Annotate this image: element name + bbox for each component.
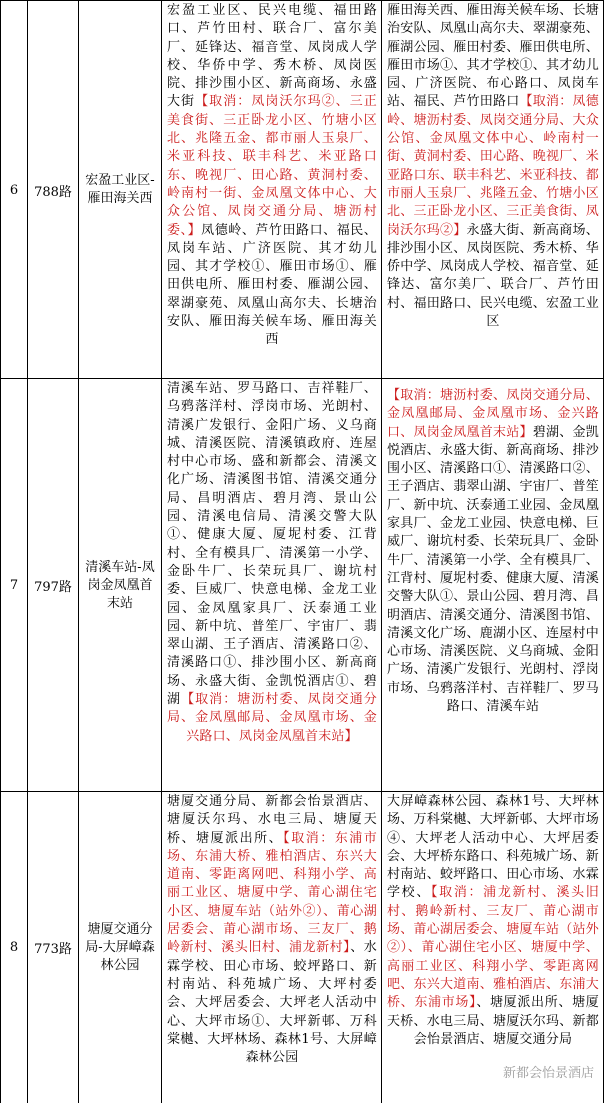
route-name-cell: [78, 792, 161, 1103]
stops-after: 凤德岭、芦竹田路口、福民、凤岗车站、广济医院、其才幼儿园、其才学校①、雁田市场①、雁田供电所、雁田村委、雁湖公园、翠湖豪苑、凤凰山高尔夫、长塘治安队、雁田海关候车场、雁田海关西: [167, 222, 377, 348]
route-name-cell: [78, 379, 161, 792]
row-number-cell: [0, 1, 27, 379]
down-direction-cell: [381, 1, 604, 379]
row-number-cell: [0, 379, 27, 792]
cancelled-stops: 【取消：塘沥村委、凤岗交通分局、金凤凰邮局、金凤凰市场、金兴路口、凤岗金凤凰首末站】: [387, 388, 599, 440]
stops-before: 宏盈工业区、民兴电缆、福田路口、芦竹田村、联合厂、富尔美厂、延锋达、福音堂、凤岗成人学校、华侨中学、秀木桥、凤岗医院、排沙围小区、新高商场、永盛大街: [167, 3, 377, 110]
route-number-cell: [27, 1, 78, 379]
cancelled-stops: 【取消：凤德岭、塘沥村委、凤岗交通分局、大众公馆、金凤凰文体中心、岭南村一街、黄洞村委、田心路、晚视厂、米亚路口东、联丰科艺、米亚科技、都市丽人玉泉厂、兆隆五金、竹塘小区北、三正卧龙小区、三正美食街、凤岗沃尔玛②】: [387, 94, 599, 238]
up-direction-cell: [161, 379, 381, 792]
stops-after: 碧湖、金凯悦酒店、永盛大街、新高商场、排沙围小区、清溪路口①、清溪路口②、王子酒店、翡翠山湖、宇宙厂、普笙厂、新中坑、沃泰通工业园、金凤凰家具厂、金龙工业园、快意电梯、巨威厂、谢坑村委、长荣玩具厂、金卧牛厂、清溪第一小学、全有模具厂、江背村、厦坭村委、健康大厦、清溪交警大队①、景山公园、碧月湾、昌明酒店、清溪交通分、清溪图书馆、清溪文化广场、鹿湖小区、连屋村中心市场、清溪医院、义乌商城、金阳广场、清溪广发银行、光朗村、浮岗市场、乌鸦落洋村、吉祥鞋厂、罗马路口、清溪车站: [387, 424, 599, 715]
stops-after: 、水霖学校、田心市场、蛟坪路口、新村南站、科苑城广场、大坪村委会、大坪居委会、大坪老人活动中心、大坪市场①、大坪新邨、万科棠樾、大坪林场、森林1号、大屏嶂森林公园: [167, 940, 377, 1066]
down-stop-list: [382, 1, 603, 331]
stops-before: 雁田海关西、雁田海关候车场、长塘治安队、凤凰山高尔夫、翠湖豪苑、雁湖公园、雁田村委、雁田供电所、雁田市场①、其才学校①、其才幼儿园、广济医院、布心路口、凤岗车站、福民、芦竹田路口: [387, 3, 599, 110]
stops-before: 清溪车站、罗马路口、吉祥鞋厂、乌鸦落洋村、浮岗市场、光朗村、清溪广发银行、金阳广场、义乌商城、清溪医院、清溪镇政府、连屋村中心市场、盛和新都会、清溪文化广场、清溪图书馆、清溪交通分局、昌明酒店、碧月湾、景山公园、清溪电信局、清溪交警大队①、健康大厦、厦坭村委、江背村、全有模具厂、清溪第一小学、金卧牛厂、长荣玩具厂、谢坑村委、巨威厂、快意电梯、金龙工业园、金凤凰家具厂、沃泰通工业园、新中坑、普笙厂、宇宙厂、翡翠山湖、王子酒店、清溪路口②、清溪路口①、排沙围小区、新高商场、永盛大街、金凯悦酒店①、碧湖: [167, 381, 377, 708]
route-number: 797路: [34, 580, 72, 595]
up-stop-list: [162, 1, 381, 350]
cancelled-stops: 【取消：东浦市场、东浦大桥、雅柏酒店、东兴大道南、零距离网吧、科翔小学、高丽工业区、塘厦中学、莆心湖住宅小区、塘厦车站（站外②）、莆心湖居委会、莆心湖市场、三友厂、鹅岭新村、溪头旧村、浦龙新村】: [167, 830, 377, 956]
up-direction-cell: [161, 1, 381, 379]
route-name: 塘厦交通分局-大屏嶂森林公园: [85, 921, 155, 973]
down-direction-cell: [381, 379, 604, 792]
watermark-text: 新都会怡景酒店: [502, 1066, 594, 1081]
up-stop-list: [162, 792, 381, 1067]
stops-before: 大屏嶂森林公园、森林1号、大坪林场、万科棠樾、大坪新邨、大坪市场④、大坪老人活动中心、大坪居委会、大坪桥东路口、科苑城广场、新村南站、蛟坪路口、田心市场、水霖学校、: [387, 794, 599, 901]
cancelled-stops: 【取消：塘沥村委、凤岗交通分局、金凤凰邮局、金凤凰市场、金兴路口、凤岗金凤凰首末站】: [167, 692, 377, 744]
route-number-cell: [27, 379, 78, 792]
row-number: 7: [9, 578, 19, 593]
route-name: 宏盈工业区-雁田海关西: [85, 173, 155, 206]
cancelled-stops: 【取消：凤岗沃尔玛②、三正美食街、三正卧龙小区、竹塘小区北、兆隆五金、都市丽人玉泉厂、米亚科技、联丰科艺、米亚路口东、晚视厂、田心路、黄洞村委、岭南村一街、金凤凰文体中心、大众公馆、凤岗交通分局、塘沥村委、】: [167, 94, 377, 238]
row-number: 6: [9, 182, 19, 198]
cancelled-stops: 【取消：浦龙新村、溪头旧村、鹅岭新村、三友厂、莆心湖市场、莆心湖居委会、塘厦车站（站外②）、莆心湖住宅小区、塘厦中学、高丽工业区、科翔小学、零距离网吧、东兴大道南、雅柏酒店、东浦大桥、东浦市场】: [387, 885, 599, 1011]
route-number: 773路: [34, 942, 72, 957]
table-row: [0, 378, 604, 792]
down-direction-cell: [381, 792, 604, 1103]
route-number-cell: [27, 792, 78, 1103]
up-stop-list: [162, 379, 381, 746]
route-name-cell: [78, 1, 161, 379]
stops-after: 永盛大街、新高商场、排沙围小区、凤岗医院、秀木桥、华侨中学、凤岗成人学校、福音堂、延锋达、富尔美厂、联合厂、芦竹田村、福田路口、民兴电缆、宏盈工业区: [387, 222, 599, 330]
row-number-cell: [0, 792, 27, 1103]
down-stop-list: [382, 792, 603, 1049]
route-name: 清溪车站-凤岗金凤凰首末站: [85, 559, 155, 611]
table-row: [0, 791, 604, 1103]
row-number: 8: [9, 940, 19, 955]
table-row: [0, 0, 604, 379]
route-number: 788路: [34, 184, 72, 200]
down-stop-list: [382, 379, 603, 716]
up-direction-cell: [161, 792, 381, 1103]
stops-before: 塘厦交通分局、新都会怡景酒店、塘厦沃尔玛、水电三局、塘厦天桥、塘厦派出所、: [167, 794, 377, 846]
stops-after: 、塘厦派出所、塘厦天桥、水电三局、塘厦沃尔玛、新都会怡景酒店、塘厦交通分局: [387, 995, 599, 1047]
